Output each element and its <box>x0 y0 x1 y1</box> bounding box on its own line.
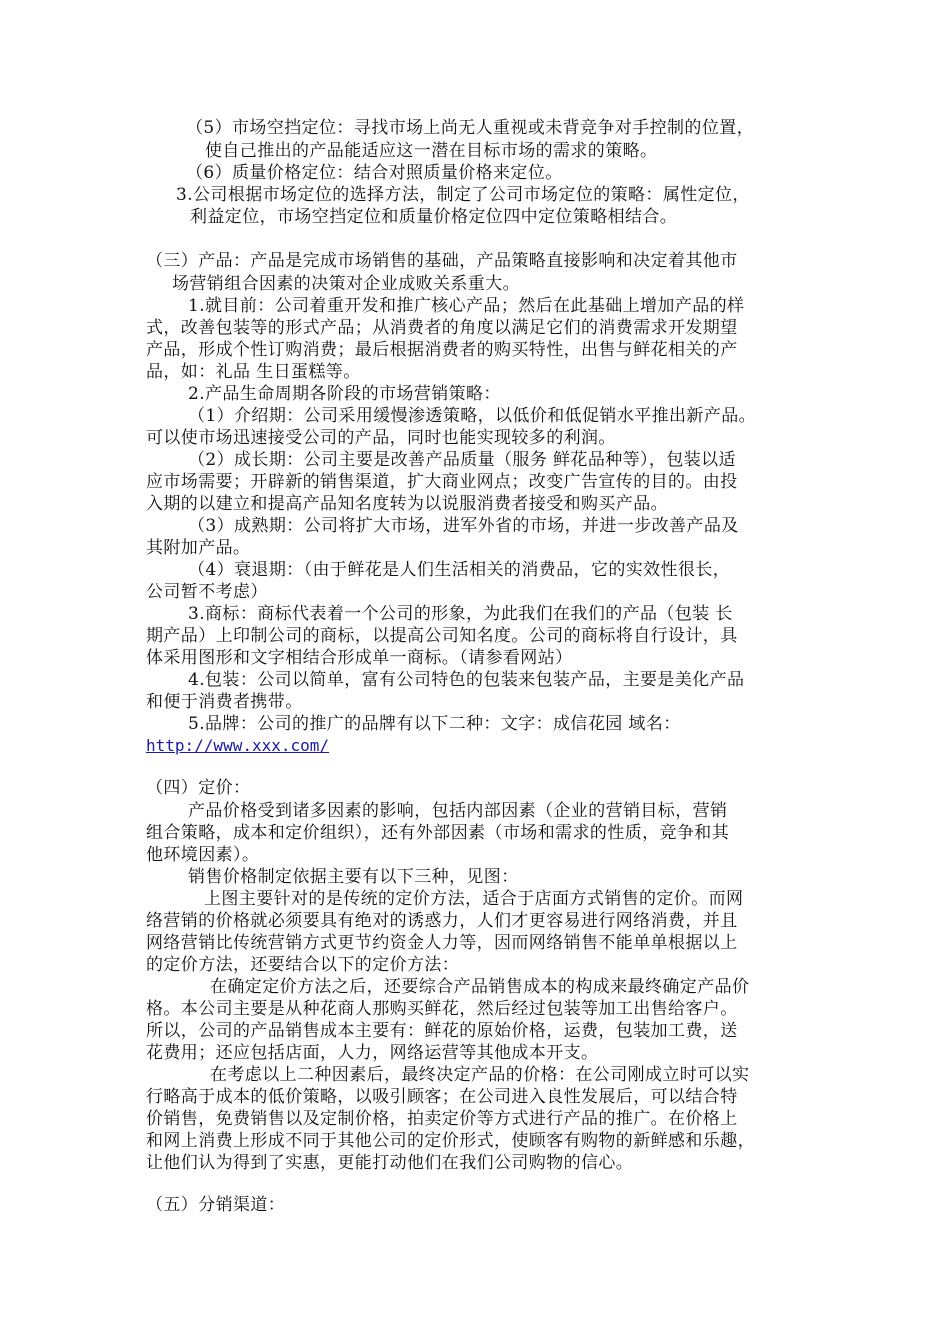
text-line: 品，如：礼品 生日蛋糕等。 <box>146 362 361 382</box>
text-line: 组合策略，成本和定价组织），还有外部因素（市场和需求的性质，竞争和其 <box>146 823 730 843</box>
text-line: 2.产品生命周期各阶段的市场营销策略： <box>188 384 501 404</box>
text-line: 网络营销比传统营销方式更节约资金人力等，因而网络销售不能单单根据以上 <box>146 933 738 953</box>
text-line: （6）质量价格定位：结合对照质量价格来定位。 <box>186 163 563 183</box>
text-line: 5.品牌：公司的推广的品牌有以下二种：文字：成信花园 域名： <box>188 714 681 734</box>
text-line: （3）成熟期：公司将扩大市场，进军外省的市场，并进一步改善产品及 <box>188 516 739 536</box>
text-line: 的定价方法，还要结合以下的定价方法： <box>146 955 460 975</box>
text-line: （2）成长期：公司主要是改善产品质量（服务 鲜花品种等），包装以适 <box>188 450 736 470</box>
text-line: 可以使市场迅速接受公司的产品，同时也能实现较多的利润。 <box>146 428 616 448</box>
section-heading: （四）定价： <box>146 778 251 798</box>
text-line: 使自己推出的产品能适应这一潜在目标市场的需求的策略。 <box>205 141 658 161</box>
text-line: 入期的以建立和提高产品知名度转为以说服消费者接受和购买产品。 <box>146 494 668 514</box>
text-line: 和网上消费上形成不同于其他公司的定价形式，使顾客有购物的新鲜感和乐趣， <box>146 1131 755 1151</box>
text-line: 产品价格受到诸多因素的影响，包括内部因素（企业的营销目标，营销 <box>188 801 728 821</box>
text-line: 产品，形成个性订购消费；最后根据消费者的购买特性，出售与鲜花相关的产 <box>146 340 738 360</box>
text-line: 3.公司根据市场定位的选择方法，制定了公司市场定位的策略：属性定位， <box>176 185 750 205</box>
text-line: 1.就目前：公司着重开发和推广核心产品；然后在此基础上增加产品的样 <box>188 296 745 316</box>
text-line: （4）衰退期：（由于鲜花是人们生活相关的消费品，它的实效性很长， <box>188 560 731 580</box>
text-line: 花费用；还应包括店面，人力，网络运营等其他成本开支。 <box>146 1043 599 1063</box>
text-line: （5）市场空挡定位：寻找市场上尚无人重视或未背竞争对手控制的位置， <box>186 118 755 138</box>
text-line: 其附加产品。 <box>146 538 251 558</box>
text-line: 应市场需要；开辟新的销售渠道，扩大商业网点；改变广告宣传的目的。由投 <box>146 472 738 492</box>
section-heading: （五）分销渠道： <box>146 1195 286 1215</box>
text-line: 4.包装：公司以简单，富有公司特色的包装来包装产品，主要是美化产品 <box>188 670 745 690</box>
text-line: 在确定定价方法之后，还要综合产品销售成本的构成来最终确定产品价 <box>210 977 750 997</box>
text-line: 和便于消费者携带。 <box>146 692 303 712</box>
text-line: 公司暂不考虑） <box>146 582 268 602</box>
text-line: 式，改善包装等的形式产品；从消费者的角度以满足它们的消费需求开发期望 <box>146 318 738 338</box>
text-line: 销售价格制定依据主要有以下三种，见图： <box>188 867 519 887</box>
text-line: 他环境因素）。 <box>146 845 260 865</box>
text-line: 行略高于成本的低价策略，以吸引顾客；在公司进入良性发展后，可以结合特 <box>146 1087 738 1107</box>
text-line: 在考虑以上二种因素后，最终决定产品的价格：在公司刚成立时可以实 <box>210 1065 750 1085</box>
text-line: 络营销的价格就必须要具有绝对的诱惑力，人们才更容易进行网络消费，并且 <box>146 911 738 931</box>
text-line: 所以，公司的产品销售成本主要有：鲜花的原始价格，运费，包装加工费，送 <box>146 1021 738 1041</box>
text-line: 期产品）上印制公司的商标，以提高公司知名度。公司的商标将自行设计，具 <box>146 626 738 646</box>
text-line: 上图主要针对的是传统的定价方法，适合于店面方式销售的定价。而网 <box>204 889 744 909</box>
text-line: （1）介绍期：公司采用缓慢渗透策略，以低价和低促销水平推出新产品。 <box>188 406 757 426</box>
text-line: 价销售，免费销售以及定制价格，拍卖定价等方式进行产品的推广。在价格上 <box>146 1109 738 1129</box>
section-heading: （三）产品：产品是完成市场销售的基础，产品策略直接影响和决定着其他市 <box>146 251 738 271</box>
domain-link[interactable]: http://www.xxx.com/ <box>146 736 330 755</box>
text-line: 格。本公司主要是从种花商人那购买鲜花，然后经过包装等加工出售给客户。 <box>146 999 738 1019</box>
text-line: 体采用图形和文字相结合形成单一商标。（请参看网站） <box>146 648 573 668</box>
text-line: 场营销组合因素的决策对企业成败关系重大。 <box>172 274 520 294</box>
text-line: 利益定位，市场空挡定位和质量价格定位四中定位策略相结合。 <box>190 207 678 227</box>
text-line: 3.商标：商标代表着一个公司的形象，为此我们在我们的产品（包装 长 <box>188 604 733 624</box>
text-line: 让他们认为得到了实惠，更能打动他们在我们公司购物的信心。 <box>146 1153 634 1173</box>
